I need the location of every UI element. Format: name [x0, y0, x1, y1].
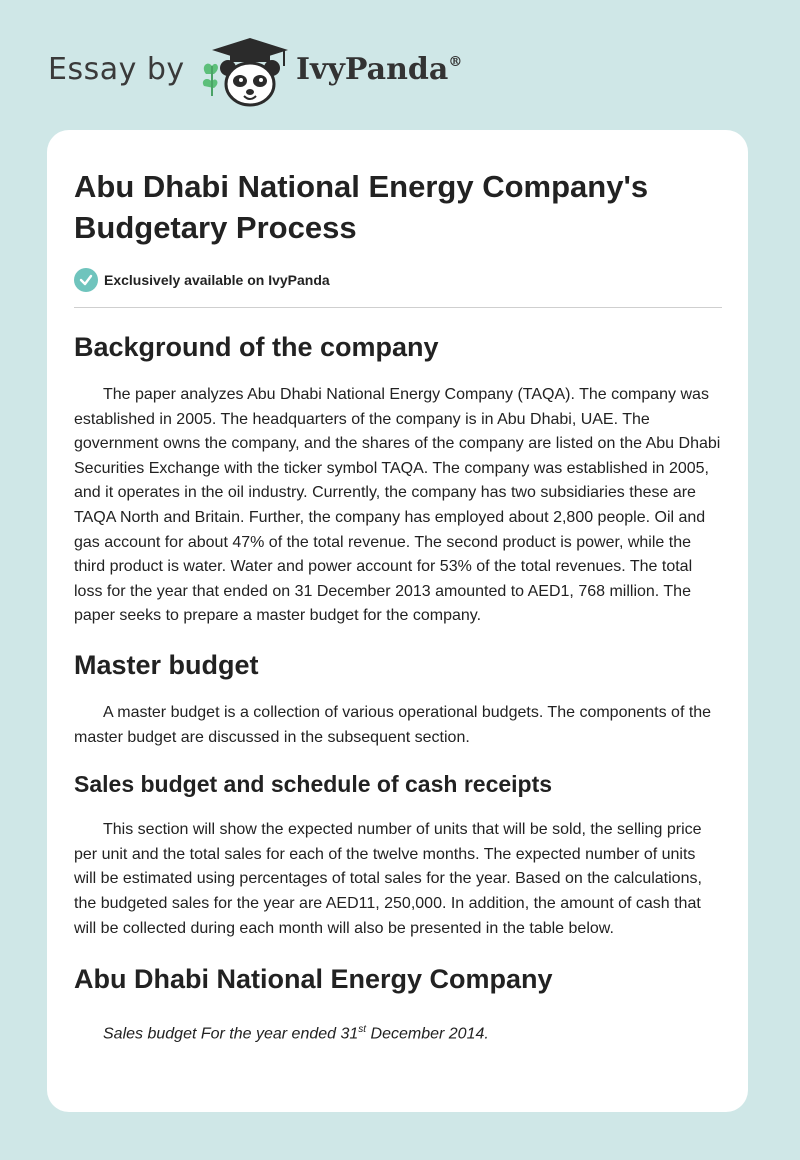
registered-mark: ®: [448, 54, 463, 70]
caption-ordinal: st: [358, 1024, 367, 1036]
exclusive-badge: [74, 266, 722, 294]
caption-text-end: December 2014.: [366, 1025, 489, 1043]
panda-graduate-icon[interactable]: [200, 36, 290, 108]
site-header: [0, 0, 800, 130]
section-heading-company: Abu Dhabi National Energy Company: [74, 964, 553, 995]
paragraph-background: The paper analyzes Abu Dhabi National Energy Company (TAQA). The company was established in 2005. The headquarters of the company is in Abu Dhabi, UAE. The government owns the company, and the shares of the company are listed on the Abu Dhabi Securities Exchange with the ticker symbol TAQA. The company was established in 2005, and it operates in the oil industry. Currently, the company has two subsidiaries these are TAQA North and Britain. Further, the company has employed about 2,800 people. Oil and gas account for about 47% of the total revenue. The second product is power, while the third product is water. Water and power account for 53% of the total revenues. The total loss for the year that ended on 31 December 2013 amounted to AED1, 768 million. The paper seeks to prepare a master budget for the company.: [74, 386, 721, 625]
page-title: Abu Dhabi National Energy Company's Budgetary Process: [74, 169, 649, 245]
section-heading-master-budget: Master budget: [74, 649, 259, 680]
essay-by-label: Essay by: [48, 52, 185, 87]
article-card: [47, 130, 748, 1112]
paragraph-master-budget: A master budget is a collection of various operational budgets. The components of the master budget are discussed in the subsequent section.: [74, 703, 712, 746]
table-caption: [74, 1018, 722, 1046]
section-heading-sales-budget: Sales budget and schedule of cash receipts: [74, 771, 553, 798]
divider: [74, 307, 722, 308]
caption-text: Sales budget For the year ended 31: [103, 1025, 359, 1043]
section-heading-background: Background of the company: [74, 332, 439, 362]
paragraph-sales-budget: This section will show the expected number of units that will be sold, the selling price per unit and the total sales for each of the twelve months. The expected number of units will be estimated using percentages of total sales for the year. Based on the calculations, the budgeted sales for the year are AED11, 250,000. In addition, the amount of cash that will be collected during each month will also be presented in the table below.: [74, 821, 702, 937]
check-icon: [74, 268, 98, 292]
exclusive-badge-label: Exclusively available on IvyPanda: [104, 272, 330, 288]
brand-name: IvyPanda: [296, 52, 449, 87]
brand-logo-text[interactable]: [296, 52, 462, 87]
